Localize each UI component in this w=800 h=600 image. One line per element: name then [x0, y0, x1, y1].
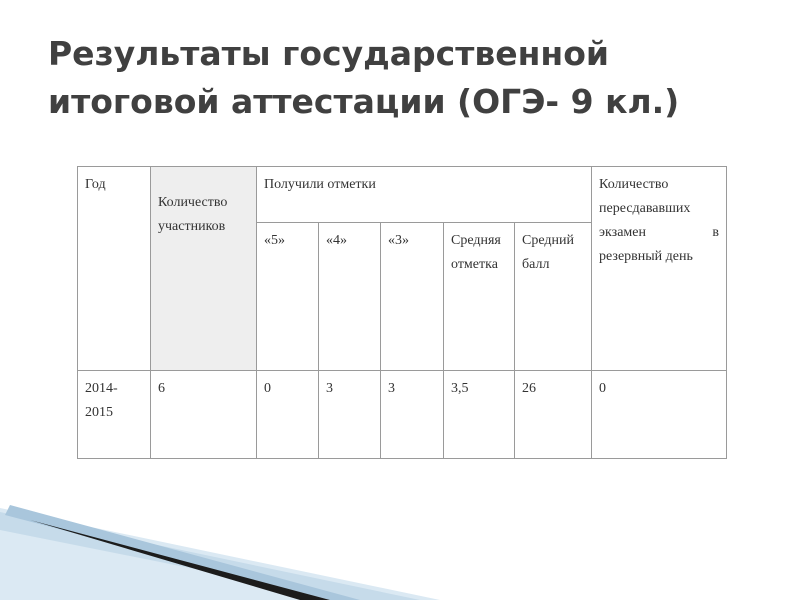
title-line-2: итоговой аттестации (ОГЭ- 9 кл.) [48, 82, 680, 121]
header-grade-3: «3» [381, 223, 444, 371]
title-line-1: Результаты государственной [48, 34, 610, 73]
cell-average-score: 26 [515, 371, 592, 459]
cell-average-mark: 3,5 [444, 371, 515, 459]
cell-retake: 0 [592, 371, 727, 459]
header-average-score: Средний балл [515, 223, 592, 371]
cell-year: 2014- 2015 [78, 371, 151, 459]
header-participants: Количество участников [151, 167, 257, 371]
slide-title [48, 30, 768, 126]
results-table [77, 166, 727, 459]
cell-participants: 6 [151, 371, 257, 459]
header-grade-4: «4» [319, 223, 381, 371]
header-grades: Получили отметки [257, 167, 592, 223]
header-average-mark: Средняя отметка [444, 223, 515, 371]
header-retake: Количество пересдававших экзамен в резервный день [592, 167, 727, 371]
cell-grade-5: 0 [257, 371, 319, 459]
decorative-swoosh [0, 490, 800, 600]
header-row-1 [78, 167, 727, 223]
cell-grade-3: 3 [381, 371, 444, 459]
table-row [78, 371, 727, 459]
header-grade-5: «5» [257, 223, 319, 371]
header-year: Год [78, 167, 151, 371]
cell-grade-4: 3 [319, 371, 381, 459]
